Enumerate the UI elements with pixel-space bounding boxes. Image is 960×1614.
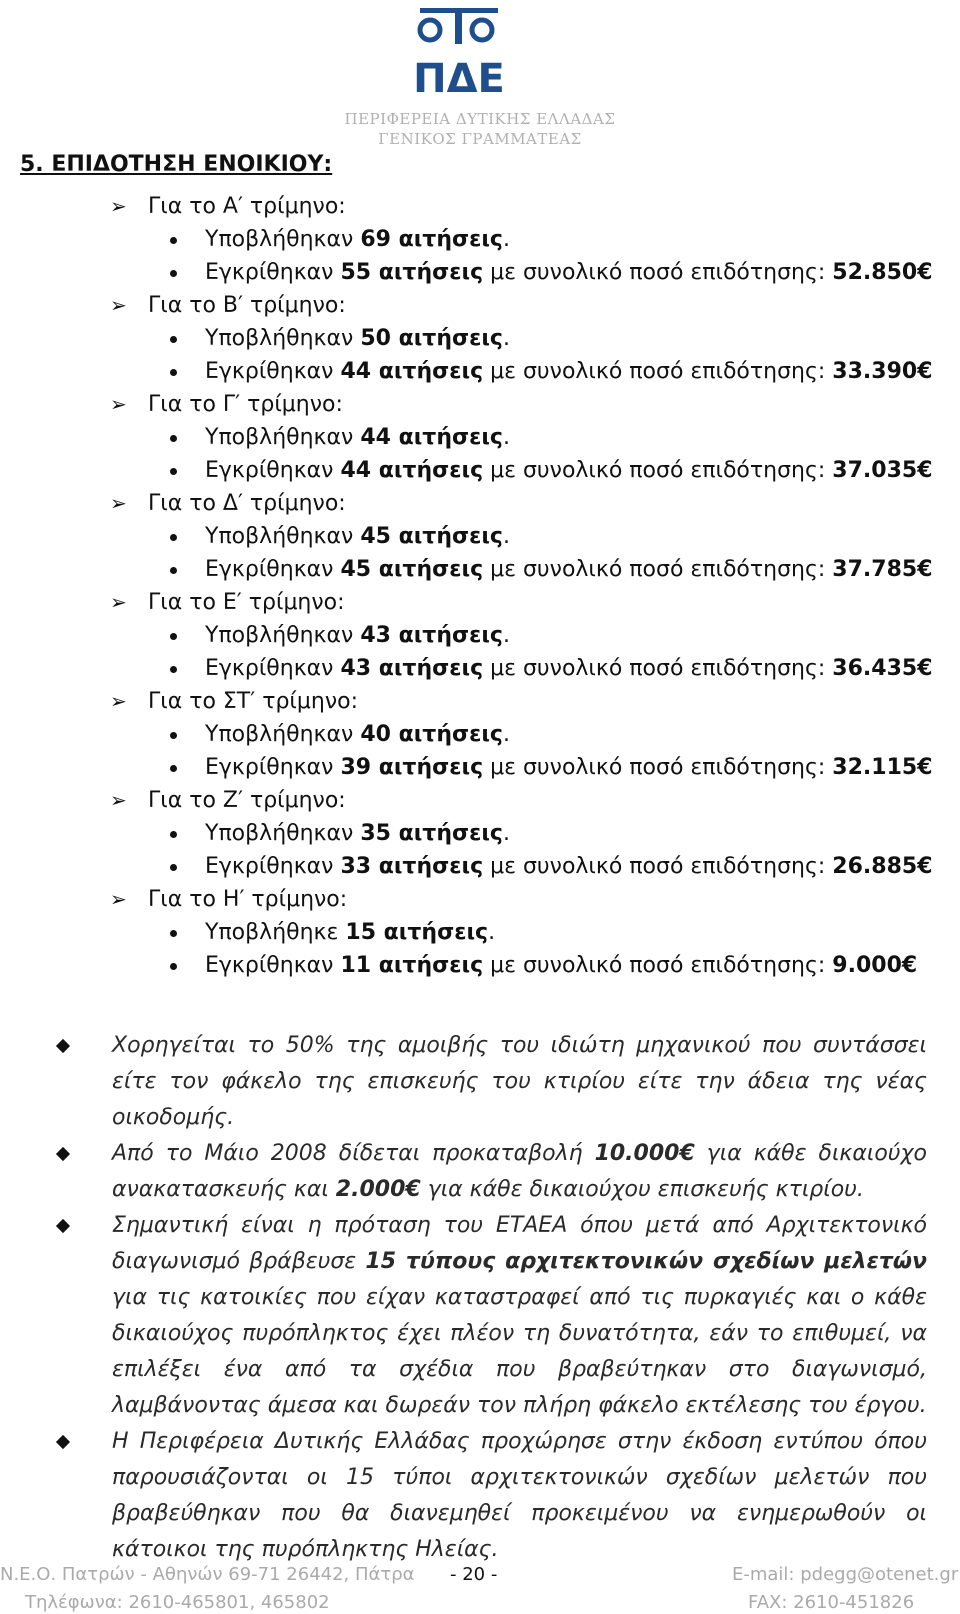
note-item	[0, 1424, 960, 1568]
submitted-text: Υποβλήθηκαν 69 αιτήσεις.	[205, 227, 510, 252]
approved-item	[0, 454, 960, 487]
footer-address: Ν.Ε.Ο. Πατρών - Αθηνών 69-71 26442, Πάτρα	[0, 1564, 415, 1585]
bullet-icon	[170, 864, 177, 871]
notes-list	[0, 1028, 960, 1568]
approved-text: Εγκρίθηκαν 33 αιτήσεις με συνολικό ποσό επιδότησης: 26.885€	[205, 854, 933, 879]
submitted-item	[0, 817, 960, 850]
note-item	[0, 1208, 960, 1424]
approved-item	[0, 256, 960, 289]
submitted-item	[0, 322, 960, 355]
approved-text: Εγκρίθηκαν 11 αιτήσεις με συνολικό ποσό επιδότησης: 9.000€	[205, 953, 918, 978]
bullet-icon	[170, 534, 177, 541]
amount: 33.390€	[832, 359, 933, 384]
diamond-bullet-icon	[56, 1147, 70, 1161]
amount: 26.885€	[832, 854, 933, 879]
section-title: 5. ΕΠΙΔΟΤΗΣΗ ΕΝΟΙΚΙΟΥ:	[20, 152, 333, 177]
approved-text: Εγκρίθηκαν 39 αιτήσεις με συνολικό ποσό επιδότησης: 32.115€	[205, 755, 933, 780]
submitted-text: Υποβλήθηκαν 35 αιτήσεις.	[205, 821, 510, 846]
submitted-item	[0, 718, 960, 751]
quarter-heading	[0, 586, 960, 619]
approved-item	[0, 949, 960, 982]
bullet-icon	[170, 468, 177, 475]
quarter-heading	[0, 289, 960, 322]
note-item	[0, 1028, 960, 1136]
approved-item	[0, 553, 960, 586]
quarter-label: Για το ΣΤ′ τρίμηνο:	[148, 689, 358, 714]
note-text: Χορηγείται το 50% της αμοιβής του ιδιώτη μηχανικού που συντάσσει είτε τον φάκελο της επισκευής του κτιρίου είτε την άδεια της νέας οικοδομής.	[112, 1033, 927, 1130]
amount: 9.000€	[832, 953, 918, 978]
bullet-icon	[170, 633, 177, 640]
quarter-heading	[0, 685, 960, 718]
arrow-bullet-icon: ➢	[110, 491, 127, 515]
quarter-label: Για το Α′ τρίμηνο:	[148, 194, 346, 219]
submitted-text: Υποβλήθηκαν 50 αιτήσεις.	[205, 326, 510, 351]
quarter-heading	[0, 487, 960, 520]
diamond-bullet-icon	[56, 1435, 70, 1449]
approved-text: Εγκρίθηκαν 45 αιτήσεις με συνολικό ποσό επιδότησης: 37.785€	[205, 557, 933, 582]
approved-text: Εγκρίθηκαν 44 αιτήσεις με συνολικό ποσό επιδότησης: 33.390€	[205, 359, 933, 384]
header-region: ΠΕΡΙΦΕΡΕΙΑ ΔΥΤΙΚΗΣ ΕΛΛΑΔΑΣ	[344, 110, 616, 128]
page-number: - 20 -	[450, 1564, 498, 1585]
quarter-label: Για το Ε′ τρίμηνο:	[148, 590, 345, 615]
header-office: ΓΕΝΙΚΟΣ ΓΡΑΜΜΑΤΕΑΣ	[378, 130, 582, 148]
bullet-icon	[170, 336, 177, 343]
arrow-bullet-icon: ➢	[110, 194, 127, 218]
quarter-heading	[0, 190, 960, 223]
quarter-label: Για το Η′ τρίμηνο:	[148, 887, 348, 912]
quarter-heading	[0, 784, 960, 817]
bullet-icon	[170, 732, 177, 739]
approved-item	[0, 850, 960, 883]
submitted-item	[0, 421, 960, 454]
amount: 37.785€	[832, 557, 933, 582]
approved-item	[0, 355, 960, 388]
diamond-bullet-icon	[56, 1039, 70, 1053]
note-item	[0, 1136, 960, 1208]
arrow-bullet-icon: ➢	[110, 689, 127, 713]
quarter-heading	[0, 883, 960, 916]
bullet-icon	[170, 369, 177, 376]
footer-email: E-mail: pdegg@otenet.gr	[732, 1564, 959, 1585]
bullet-icon	[170, 270, 177, 277]
note-text: Σημαντική είναι η πρόταση του ΕΤΑΕΑ όπου μετά από Αρχιτεκτονικό διαγωνισμό βράβευσε 15 τύπους αρχιτεκτονικών σχεδίων μελετών για τις κατοικίες που είχαν καταστραφεί από τις πυρκαγιές και ο κάθε δικαιούχος πυρόπληκτος έχει πλέον τη δυνατότητα, εάν το επιθυμεί, να επιλέξει ένα από τα σχέδια που βραβεύτηκαν στο διαγωνισμό, λαμβάνοντας άμεσα και δωρεάν τον πλήρη φάκελο εκτέλεσης του έργου.	[112, 1213, 927, 1418]
submitted-item	[0, 520, 960, 553]
submitted-item	[0, 619, 960, 652]
submitted-text: Υποβλήθηκε 15 αιτήσεις.	[205, 920, 496, 945]
arrow-bullet-icon: ➢	[110, 590, 127, 614]
approved-text: Εγκρίθηκαν 43 αιτήσεις με συνολικό ποσό επιδότησης: 36.435€	[205, 656, 933, 681]
amount: 52.850€	[832, 260, 933, 285]
quarters-list	[0, 190, 960, 982]
quarter-label: Για το Γ′ τρίμηνο:	[148, 392, 343, 417]
amount: 32.115€	[832, 755, 933, 780]
arrow-bullet-icon: ➢	[110, 788, 127, 812]
arrow-bullet-icon: ➢	[110, 887, 127, 911]
footer-phone: Τηλέφωνα: 2610-465801, 465802	[25, 1592, 330, 1613]
bullet-icon	[170, 831, 177, 838]
bullet-icon	[170, 237, 177, 244]
approved-item	[0, 652, 960, 685]
diamond-bullet-icon	[56, 1219, 70, 1233]
note-text: Από το Μάιο 2008 δίδεται προκαταβολή 10.000€ για κάθε δικαιούχο ανακατασκευής και 2.000€ για κάθε δικαιούχου επισκευής κτιρίου.	[112, 1141, 928, 1202]
approved-item	[0, 751, 960, 784]
note-text: Η Περιφέρεια Δυτικής Ελλάδας προχώρησε στην έκδοση εντύπου όπου παρουσιάζονται οι 15 τύποι αρχιτεκτονικών σχεδίων μελετών που βραβεύθηκαν που θα διανεμηθεί προκειμένου να ενημερωθούν οι κάτοικοι της πυρόπληκτης Ηλείας.	[112, 1429, 927, 1562]
quarter-label: Για το Β′ τρίμηνο:	[148, 293, 346, 318]
submitted-text: Υποβλήθηκαν 44 αιτήσεις.	[205, 425, 510, 450]
quarter-label: Για το Δ′ τρίμηνο:	[148, 491, 346, 516]
bullet-icon	[170, 930, 177, 937]
submitted-text: Υποβλήθηκαν 43 αιτήσεις.	[205, 623, 510, 648]
footer-fax: FAX: 2610-451826	[748, 1592, 915, 1613]
quarter-heading	[0, 388, 960, 421]
bullet-icon	[170, 567, 177, 574]
bullet-icon	[170, 666, 177, 673]
submitted-item	[0, 223, 960, 256]
bullet-icon	[170, 435, 177, 442]
bullet-icon	[170, 765, 177, 772]
quarter-label: Για το Ζ′ τρίμηνο:	[148, 788, 346, 813]
submitted-item	[0, 916, 960, 949]
arrow-bullet-icon: ➢	[110, 392, 127, 416]
bullet-icon	[170, 963, 177, 970]
amount: 37.035€	[832, 458, 933, 483]
region-logo	[413, 4, 505, 102]
approved-text: Εγκρίθηκαν 44 αιτήσεις με συνολικό ποσό επιδότησης: 37.035€	[205, 458, 933, 483]
arrow-bullet-icon: ➢	[110, 293, 127, 317]
submitted-text: Υποβλήθηκαν 40 αιτήσεις.	[205, 722, 510, 747]
amount: 36.435€	[832, 656, 933, 681]
logo-letters: ΠΔΕ	[413, 56, 505, 102]
approved-text: Εγκρίθηκαν 55 αιτήσεις με συνολικό ποσό επιδότησης: 52.850€	[205, 260, 933, 285]
submitted-text: Υποβλήθηκαν 45 αιτήσεις.	[205, 524, 510, 549]
